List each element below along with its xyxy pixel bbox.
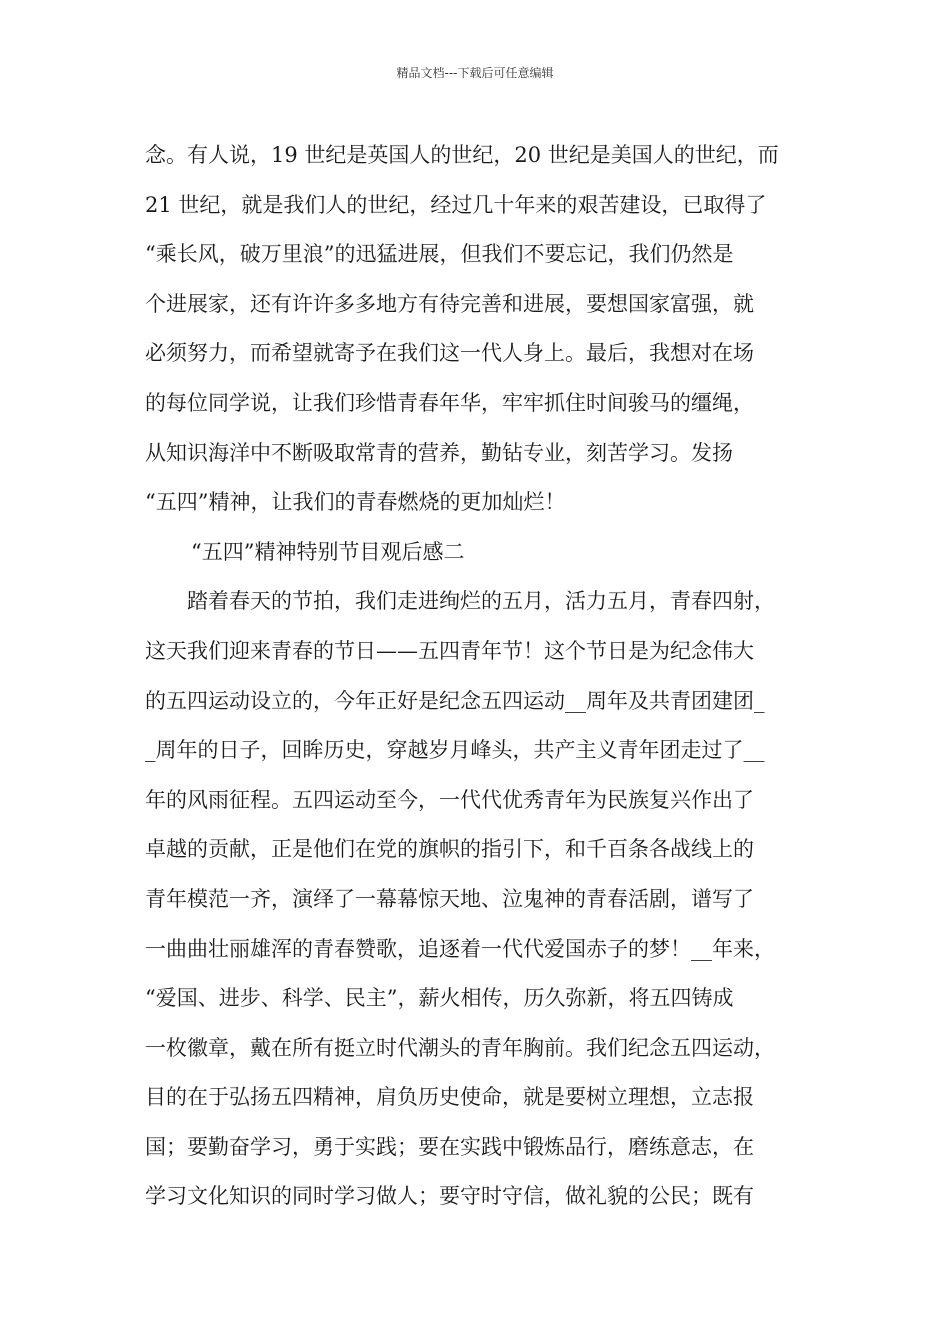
text-line: 21 世纪，就是我们人的世纪，经过几十年来的艰苦建设，已取得了 bbox=[145, 192, 767, 217]
text-line: 一枚徽章，戴在所有挺立时代潮头的青年胸前。我们纪念五四运动， bbox=[145, 1035, 775, 1060]
text-line: 从知识海洋中不断吸取常青的营养，勤钻专业，刻苦学习。发扬 bbox=[145, 440, 733, 465]
text-line: 的每位同学说，让我们珍惜青春年华，牢牢抓住时间骏马的缰绳， bbox=[145, 390, 754, 415]
text-line: “乘长风，破万里浪”的迅猛进展，但我们不要忘记，我们仍然是 bbox=[145, 242, 734, 267]
document-body bbox=[145, 131, 825, 1222]
text-line: 的五四运动设立的，今年正好是纪念五四运动__周年及共青团建团_ bbox=[145, 688, 765, 713]
text-line: 卓越的贡献，正是他们在党的旗帜的指引下，和千百条各战线上的 bbox=[145, 837, 754, 862]
page-header: 精品文档---下载后可任意编辑 bbox=[396, 66, 554, 80]
text-line: _周年的日子，回眸历史，穿越岁月峰头，共产主义青年团走过了__ bbox=[145, 738, 765, 763]
text-line: 国；要勤奋学习，勇于实践；要在实践中锻炼品行，磨练意志，在 bbox=[145, 1134, 754, 1159]
text-line: 必须努力，而希望就寄予在我们这一代人身上。最后，我想对在场 bbox=[145, 341, 754, 366]
section-heading: “五四”精神特别节目观后感二 bbox=[191, 539, 465, 564]
text-line: 一曲曲壮丽雄浑的青春赞歌，追逐着一代代爱国赤子的梦！__年来， bbox=[145, 936, 775, 961]
text-line: 个进展家，还有许许多多地方有待完善和进展，要想国家富强，就 bbox=[145, 291, 754, 316]
text-line: “五四”精神，让我们的青春燃烧的更加灿烂！ bbox=[145, 490, 566, 515]
paragraph-first-line: 踏着春天的节拍，我们走进绚烂的五月，活力五月，青春四射， bbox=[187, 589, 775, 614]
text-line: 青年模范一齐，演绎了一幕幕惊天地、泣鬼神的青春活剧，谱写了 bbox=[145, 886, 754, 911]
text-line: 目的在于弘扬五四精神，肩负历史使命，就是要树立理想，立志报 bbox=[145, 1085, 754, 1110]
text-line: 这天我们迎来青春的节日——五四青年节！这个节日是为纪念伟大 bbox=[145, 638, 754, 663]
text-line: “爱国、进步、科学、民主”，薪火相传，历久弥新，将五四铸成 bbox=[145, 986, 734, 1011]
text-line: 年的风雨征程。五四运动至今，一代代优秀青年为民族复兴作出了 bbox=[145, 787, 754, 812]
text-line: 学习文化知识的同时学习做人；要守时守信，做礼貌的公民；既有 bbox=[145, 1184, 754, 1209]
text-line: 念。有人说，19 世纪是英国人的世纪，20 世纪是美国人的世纪，而 bbox=[145, 143, 779, 167]
